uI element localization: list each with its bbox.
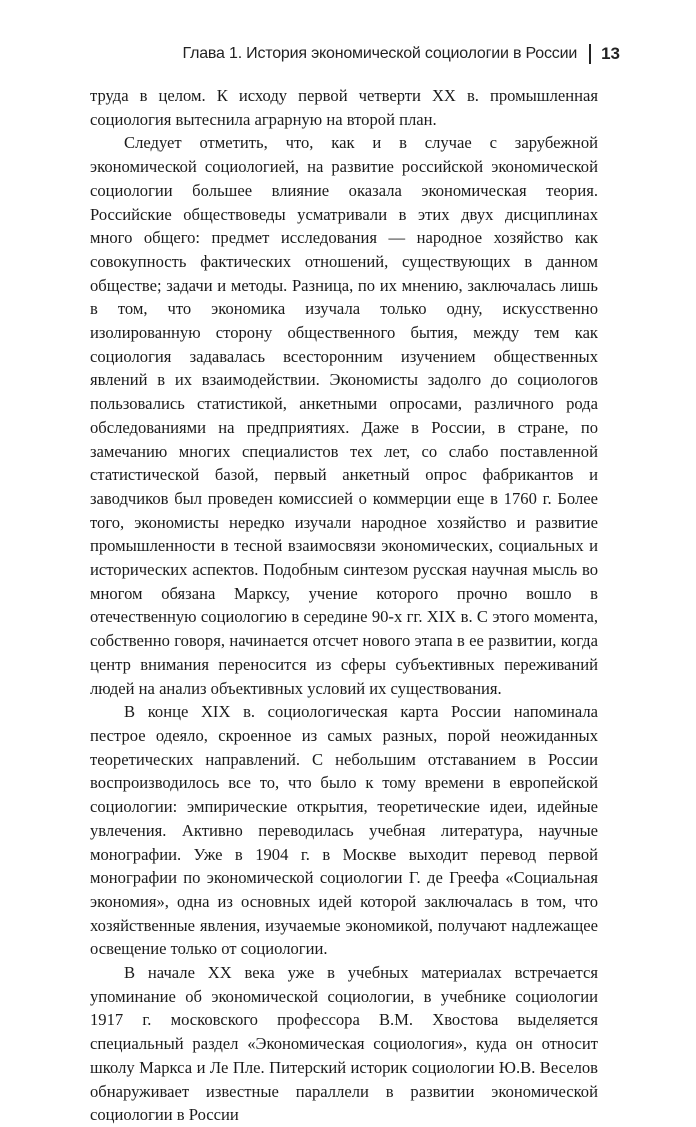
paragraph: Следует отметить, что, как и в случае с зарубежной экономической социологией, на развитие российской экономической социологии большее влияние оказала экономическая теория. Российские обществоведы усматривали в этих двух дисциплинах много общего: предмет исследования — народное хозяйство как совокупность фактических отношений, существующих в данном обществе; задачи и методы. Разница, по их мнению, заключалась лишь в том, что экономика изучала только одну, искусственно изолированную сторону общественного бытия, между тем как социология задавалась всесторонним изучением общественных явлений в их взаимодействии. Экономисты задолго до социологов пользовались статистикой, анкетными опросами, различного рода обследованиями на предприятиях. Даже в России, в стране, по замечанию многих специалистов тех лет, со слабо поставленной статистической базой, первый анкетный опрос фабрикантов и заводчиков был проведен комиссией о коммерции еще в 1760 г. Более того, экономисты нередко изучали народное хозяйство и развитие промышленности в тесной взаимосвязи экономических, социальных и исторических аспектов. Подобным синтезом русская научная мысль во многом обязана Марксу, учение которого прочно вошло в отечественную социологию в середине 90-х гг. XIX в. С этого момента, собственно говоря, начинается отсчет нового этапа в ее развитии, когда центр внимания переносится из сферы субъективных переживаний людей на анализ объективных условий их существования. bbox=[90, 133, 598, 698]
paragraph: В начале XX века уже в учебных материалах встречается упоминание об экономической социологии, в учебнике социологии 1917 г. московского профессора В.М. Хвостова выделяется специальный раздел «Экономическая социология», куда он относит школу Маркса и Ле Пле. Питерский историк социологии Ю.В. Веселов обнаруживает известные параллели в развитии экономической социологии в России bbox=[90, 963, 598, 1125]
page-number: 13 bbox=[601, 44, 620, 63]
body-text bbox=[90, 84, 598, 1127]
chapter-title: Глава 1. История экономической социологии в России bbox=[182, 45, 578, 62]
paragraph: В конце XIX в. социологическая карта России напоминала пестрое одеяло, скроенное из самых разных, порой неожиданных теоретических направлений. С небольшим отставанием в России воспроизводилось все то, что было к тому времени в европейской социологии: эмпирические открытия, теоретические идеи, идейные увлечения. Активно переводилась учебная литература, научные монографии. Уже в 1904 г. в Москве выходит перевод первой монографии по экономической социологии Г. де Греефа «Социальная экономия», одна из основных идей которой заключалась в том, что хозяйственные явления, изучаемые экономикой, получают надлежащее освещение только от социологии. bbox=[90, 702, 598, 959]
paragraph-continuation: труда в целом. К исходу первой четверти XX в. промышленная социология вытеснила аграрную на второй план. bbox=[90, 86, 598, 129]
running-header bbox=[60, 44, 620, 64]
header-separator bbox=[589, 44, 591, 64]
